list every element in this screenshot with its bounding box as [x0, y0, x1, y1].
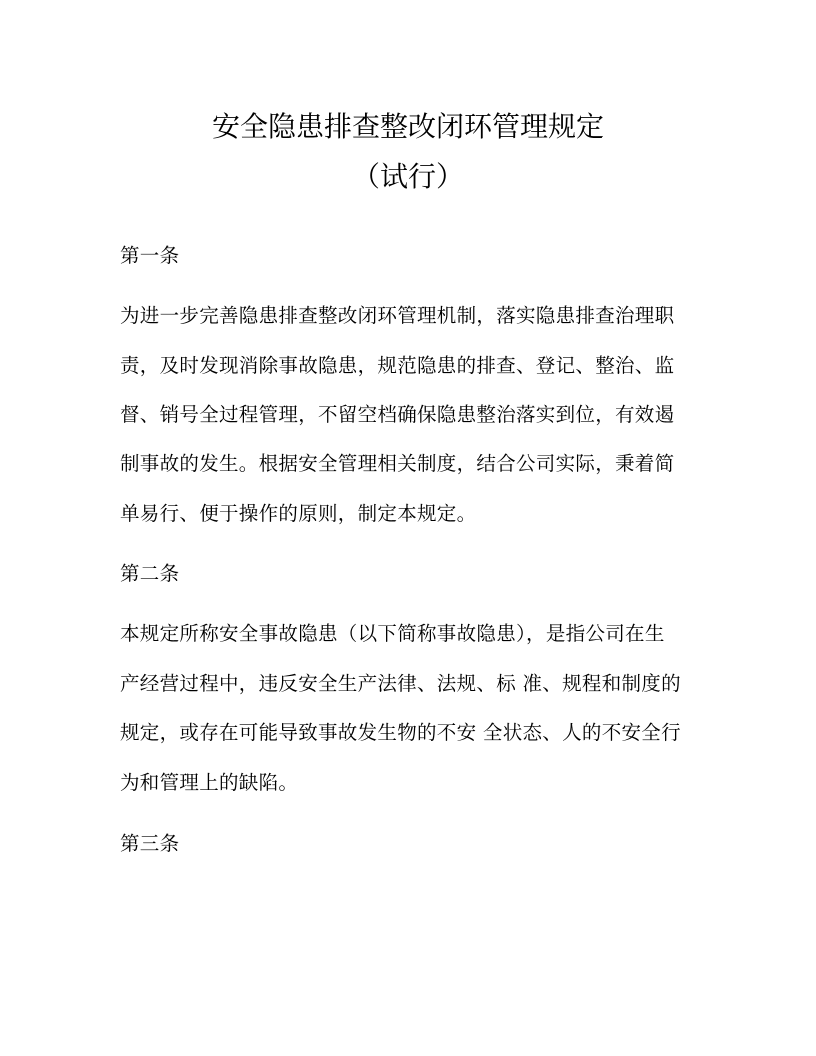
document-title: 安全隐患排查整改闭环管理规定 [211, 110, 604, 143]
article-1-line: 责，及时发现消除事故隐患，规范隐患的排查、登记、整治、监 [120, 354, 675, 377]
article-1-heading: 第一条 [120, 244, 180, 267]
article-3-heading: 第三条 [120, 832, 180, 855]
article-1-line: 为进一步完善隐患排查整改闭环管理机制，落实隐患排查治理职 [120, 304, 675, 327]
article-2-line: 为和管理上的缺陷。 [120, 771, 299, 794]
article-1-line: 督、销号全过程管理，不留空档确保隐患整治落实到位，有效遏 [120, 403, 675, 426]
document-subtitle: （试行） [351, 160, 464, 193]
article-2-line: 产经营过程中，违反安全生产法律、法规、标 准、规程和制度的 [120, 672, 681, 695]
article-2-line: 本规定所称安全事故隐患（以下简称事故隐患），是指公司在生 [120, 622, 665, 645]
article-1-line: 制事故的发生。根据安全管理相关制度，结合公司实际，秉着简 [120, 452, 675, 475]
article-2-line: 规定，或存在可能导致事故发生物的不安 全状态、人的不安全行 [120, 721, 681, 744]
article-1-line: 单易行、便于操作的原则，制定本规定。 [120, 502, 477, 525]
article-2-heading: 第二条 [120, 562, 180, 585]
